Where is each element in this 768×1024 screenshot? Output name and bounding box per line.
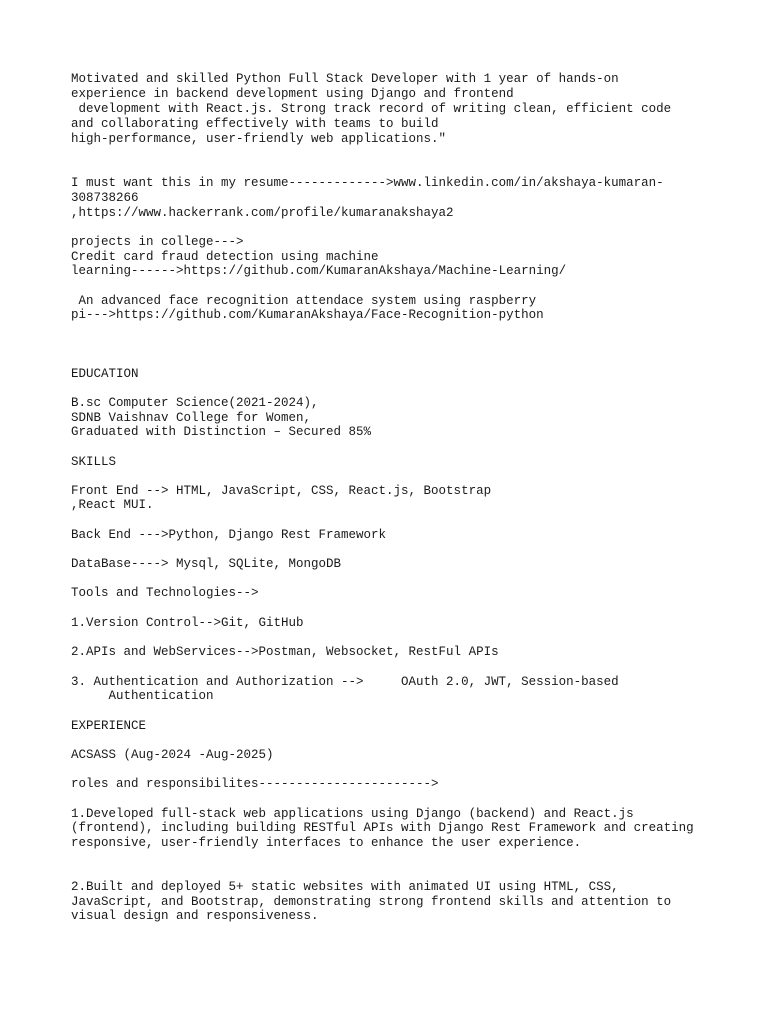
summary-line: development with React.js. Strong track record of writing clean, efficient code (71, 102, 672, 116)
role-1-line: responsive, user-friendly interfaces to enhance the user experience. (71, 836, 582, 850)
experience-company: ACSASS (Aug-2024 -Aug-2025) (71, 748, 274, 762)
role-2-line: JavaScript, and Bootstrap, demonstrating strong frontend skills and attention to (71, 895, 672, 909)
role-1-line: (frontend), including building RESTful APIs with Django Rest Framework and creating (71, 821, 694, 835)
links-line: 308738266 (71, 191, 139, 205)
skill-backend: Back End --->Python, Django Rest Framework (71, 528, 387, 542)
roles-heading: roles and responsibilites-----------------------> (71, 777, 439, 791)
education-line: SDNB Vaishnav College for Women, (71, 411, 312, 425)
links-line: I must want this in my resume------------->www.linkedin.com/in/akshaya-kumaran- (71, 176, 664, 190)
tool-auth-line: Authentication (71, 689, 214, 703)
tools-heading: Tools and Technologies--> (71, 586, 259, 600)
role-1-line: 1.Developed full-stack web applications using Django (backend) and React.js (71, 807, 634, 821)
projects-intro: projects in college---> (71, 235, 244, 249)
skill-database: DataBase----> Mysql, SQLite, MongoDB (71, 557, 342, 571)
skills-heading: SKILLS (71, 455, 117, 469)
summary-line: experience in backend development using Django and frontend (71, 87, 514, 101)
project-1-line: learning------>https://github.com/KumaranAkshaya/Machine-Learning/ (71, 264, 567, 278)
tool-apis: 2.APIs and WebServices-->Postman, Websocket, RestFul APIs (71, 645, 499, 659)
skill-frontend-line: ,React MUI. (71, 498, 154, 512)
tool-version-control: 1.Version Control-->Git, GitHub (71, 616, 304, 630)
education-line: B.sc Computer Science(2021-2024), (71, 396, 319, 410)
project-2-line: pi--->https://github.com/KumaranAkshaya/Face-Recognition-python (71, 308, 544, 322)
experience-heading: EXPERIENCE (71, 719, 147, 733)
role-2-line: 2.Built and deployed 5+ static websites with animated UI using HTML, CSS, (71, 880, 619, 894)
education-line: Graduated with Distinction – Secured 85% (71, 425, 372, 439)
project-2-line: An advanced face recognition attendace system using raspberry (71, 294, 537, 308)
summary-line: high-performance, user-friendly web applications." (71, 132, 447, 146)
skill-frontend-line: Front End --> HTML, JavaScript, CSS, React.js, Bootstrap (71, 484, 492, 498)
tool-auth-line: 3. Authentication and Authorization --> OAuth 2.0, JWT, Session-based (71, 675, 619, 689)
project-1-line: Credit card fraud detection using machine (71, 250, 379, 264)
summary-line: Motivated and skilled Python Full Stack Developer with 1 year of hands-on (71, 72, 619, 86)
links-line: ,https://www.hackerrank.com/profile/kumaranakshaya2 (71, 206, 454, 220)
education-heading: EDUCATION (71, 367, 139, 381)
summary-line: and collaborating effectively with teams to build (71, 117, 439, 131)
role-2-line: visual design and responsiveness. (71, 909, 319, 923)
